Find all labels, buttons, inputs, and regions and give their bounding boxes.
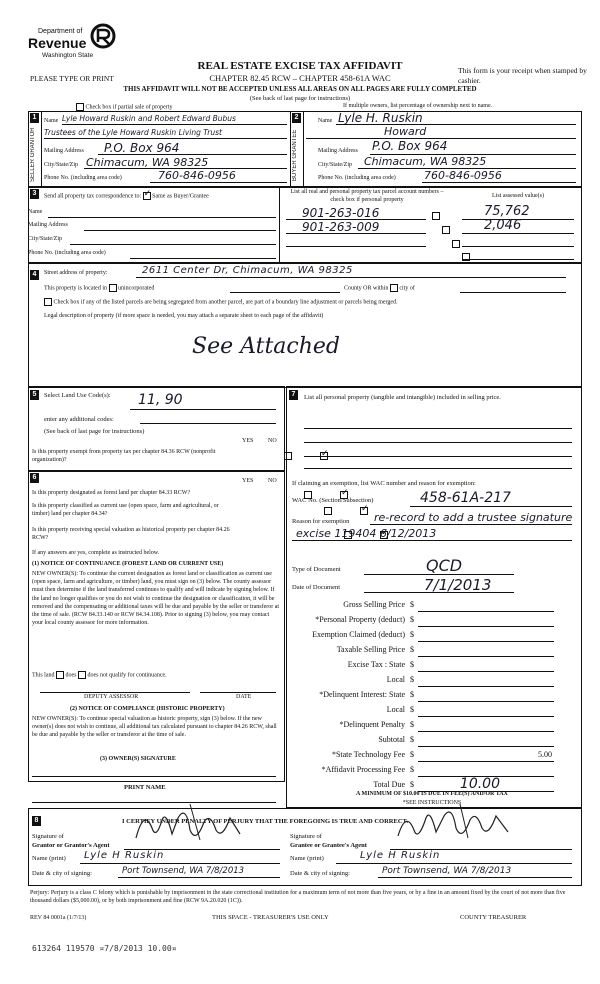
doc-type-line [364,574,514,575]
county-or-row [344,284,415,292]
fee-row [290,735,560,749]
street-label: Street address of property: [44,270,108,276]
reason-value2[interactable]: excise 119404 6/12/2013 [296,527,437,540]
reason-value[interactable]: re-record to add a trustee signature [374,511,573,524]
fee-dollar-sign: $ [410,615,414,624]
notice2-text: NEW OWNER(S): To continue special valuation as historic property, sign (3) below. If the new owner(s) does not wish to continue, all additional tax calculated pursuant to chapter 84.26 RCW, shall be due and payable by the seller or transferor at the time of sale. [32,716,277,739]
seller-name-value2[interactable]: Trustees of the Lyle Howard Ruskin Living Trust [44,128,222,137]
buyer-side-label: BUYER GRANTEE [292,129,298,181]
fee-input-line[interactable] [418,615,554,627]
fee-row [290,615,560,629]
deputy-date-label: DATE [236,694,252,700]
wac-value[interactable]: 458-61A-217 [420,490,511,506]
seller-mailing-value[interactable]: P.O. Box 964 [104,141,180,155]
grantee-sig-label [290,832,367,850]
current-use-question: Is this property classified as current use (open space, farm and agricultural, or timber) land per chapter 84.34? [32,503,219,517]
parcel-3-personal-checkbox[interactable] [452,240,460,248]
perjury-notice [30,889,578,905]
minimum-due: A MINIMUM OF $10.00 IS DUE IN FEE(S) AND/OR TAX [356,791,508,797]
s3-mailing-label: Mailing Address [28,222,68,228]
seller-name-value[interactable]: Lyle Howard Ruskin and Robert Edward Bubus [62,114,236,123]
grantor-signature[interactable] [130,800,260,846]
unincorporated-checkbox[interactable] [109,284,117,292]
grantor-date-value[interactable]: Port Townsend, WA 7/8/2013 [122,866,245,876]
located-row [44,284,154,292]
personal-line-1 [304,428,572,429]
buyer-name-value[interactable]: Lyle H. Ruskin [338,111,423,125]
reason-line2 [292,540,572,541]
partial-sale-row [76,103,172,111]
city-line [460,292,566,293]
county-line [230,292,340,293]
personal-line-2 [304,442,572,443]
grantor-date-line [118,877,280,878]
s6-no: NO [268,478,277,484]
form-title: REAL ESTATE EXCISE TAX AFFIDAVIT [197,60,403,72]
fee-dollar-sign: $ [410,675,414,684]
fee-label: *Delinquent Interest: State [319,690,405,699]
seller-name-line2 [44,138,287,139]
section-7-number: 7 [289,390,298,400]
s3-city-line [70,244,276,245]
grantee-date-line [378,877,572,878]
please-type: PLEASE TYPE OR PRINT [30,74,114,83]
fee-row [290,600,560,614]
seller-phone-value[interactable]: 760-846-0956 [158,169,236,182]
deputy-line [40,692,190,693]
section-6-number: 6 [30,473,39,483]
fee-input-line[interactable] [418,675,554,687]
fee-input-line[interactable] [418,735,554,747]
s5-no: NO [268,438,277,444]
grantee-date-label: Date & city of signing: [290,870,350,877]
fee-row [290,660,560,674]
fee-label: *Delinquent Penalty [339,720,405,729]
partial-sale-checkbox[interactable] [76,103,84,111]
grantee-sig-label-2: Grantee or Grantee's Agent [290,842,367,849]
fee-row [290,705,560,719]
parcel-2-line [286,233,426,234]
section-8-number: 8 [32,816,41,826]
grantee-signature[interactable] [390,800,520,846]
this-land-label: This land [32,672,55,679]
fee-dollar-sign: $ [410,765,414,774]
fee-input-line[interactable] [418,645,554,657]
seller-mailing-line [98,154,287,155]
does-not-label: does not [87,672,108,679]
grantor-sig-label-1: Signature of [32,833,64,840]
county-or-label: County OR within [344,285,389,292]
s3-phone-label: Phone No. (including area code) [28,250,106,256]
cashier-stamp: 613264 119570 ¤7/8/2013 10.00¤ [32,944,177,953]
section-3-number: 3 [30,189,39,199]
legal-label: Legal description of property (if more space is needed, you may attach a separate sheet to each page of the affidavit) [44,313,324,319]
doc-type-label: Type of Document [292,566,341,573]
doc-date-value[interactable]: 7/1/2013 [424,576,492,594]
fee-input-line[interactable] [418,750,554,762]
fee-input-line[interactable] [418,690,554,702]
unincorporated-label: unincorporated [118,285,155,292]
s5-yes: YES [242,438,254,444]
doc-date-line [364,592,514,593]
section-5-number: 5 [30,390,39,400]
print-name-label: PRINT NAME [124,784,166,791]
fee-input-line[interactable] [418,660,554,672]
seller-name-line [62,124,287,125]
street-value[interactable]: 2611 Center Dr, Chimacum, WA 98325 [142,265,353,276]
fee-label: Gross Selling Price [343,600,405,609]
fee-value[interactable]: 10.00 [459,776,500,792]
additional-codes-label: enter any additional codes: [44,416,114,423]
seller-side-label: SELLER GRANTOR [30,127,36,183]
seller-mailing-label: Mailing Address [44,148,84,154]
multiple-owners-note: If multiple owners, list percentage of ownership next to name. [343,103,493,109]
fee-row [290,630,560,644]
land-use-line [130,409,276,410]
grantor-name-value[interactable]: Lyle H Ruskin [84,850,165,861]
assessed-2[interactable]: 2,046 [484,218,522,233]
perjury-text: Perjury: Perjury is a class C felony which is punishable by imprisonment in the state correctional institution for a maximum term of not more than five years, or by a fine in an amount fixed by the court of not more than five thousand dollars ($5,000.00), or by both imprisonment and fine (RCW 9A.20.020 (1C)). [30,890,566,904]
fee-row [290,690,560,704]
personal-line-3 [304,456,572,457]
fee-label: Local [386,705,405,714]
fee-dollar-sign: $ [410,780,414,789]
send-correspondence-row [44,192,209,200]
grantee-sig-label-1: Signature of [290,833,322,840]
parcel-1-personal-checkbox[interactable] [432,212,440,220]
seller-phone-line [150,182,287,183]
fee-input-line[interactable] [418,720,554,732]
fee-dollar-sign: $ [410,690,414,699]
does-checkbox[interactable] [56,671,64,679]
segregated-checkbox[interactable] [44,298,52,306]
doc-date-label: Date of Document [292,584,341,591]
fee-label: Taxable Selling Price [336,645,405,654]
partial-sale-label: Check box if partial sale of property [85,104,173,111]
wac-label: WAC No. (Section/Subsection) [292,497,374,504]
city-of-label: city of [399,285,415,292]
fee-row [290,750,560,764]
fee-label: Total Due [373,780,405,789]
deputy-date-line [200,692,276,693]
section-4-number: 4 [30,270,39,280]
fee-input-line[interactable] [418,600,554,612]
agency-line1: Department of [38,28,83,35]
s3-phone-line [130,258,276,259]
dor-logo-icon [90,22,116,50]
if-any-note: If any answers are yes, complete as instructed below. [32,550,160,556]
buyer-side-border [303,111,304,186]
agency-name: Revenue [28,35,87,51]
seller-city-value[interactable]: Chimacum, WA 98325 [86,156,209,169]
fee-label: Exemption Claimed (deduct) [312,630,405,639]
notice1-title: (1) NOTICE OF CONTINUANCE (FOREST LAND OR CURRENT USE) [32,561,224,567]
agency-line3: Washington State [42,52,94,59]
section-2-number: 2 [292,113,301,123]
rev-number: REV 84 0001a (1/7/13) [30,915,87,921]
fee-label: *State Technology Fee [331,750,405,759]
parcel-3-line [286,246,426,247]
grantee-name-label: Name (print) [290,855,324,862]
fee-row [290,675,560,689]
s3-name-line [48,217,276,218]
fee-label: *Personal Property (deduct) [315,615,405,624]
buyer-name-value2[interactable]: Howard [384,125,427,138]
qualify-label: qualify for continuance. [109,672,167,679]
does-label: does [65,672,77,679]
grantee-name-value[interactable]: Lyle H Ruskin [360,850,441,861]
fee-dollar-sign: $ [410,750,414,759]
personal-property-label: List all personal property (tangible and intangible) included in selling price. [304,394,501,401]
buyer-name-line [336,124,576,125]
personal-line-4 [304,468,572,469]
seller-city-label: City/State/Zip [44,162,78,168]
fee-row [290,720,560,734]
dor-logo [28,22,120,66]
certify-text: I CERTIFY UNDER PENALTY OF PERJURY THAT THE FOREGOING IS TRUE AND CORRECT. [122,818,409,825]
same-as-buyer-checkbox[interactable] [143,192,151,200]
same-as-buyer-label: Same as Buyer/Grantee [152,193,209,200]
fee-row [290,645,560,659]
s5-see-back: (See back of last page for instructions) [44,428,145,435]
exempt-question: Is this property exempt from property tax per chapter 84.36 RCW (nonprofit organization)? [32,449,216,463]
section-divider-1-2 [290,111,291,186]
grantor-name-label: Name (print) [32,855,66,862]
located-label: This property is located in [44,285,107,292]
fee-dollar-sign: $ [410,720,414,729]
buyer-phone-value[interactable]: 760-846-0956 [424,169,502,182]
buyer-name-label: Name [318,118,333,124]
section-4-block [28,262,582,388]
parcel-2[interactable]: 901-263-009 [302,220,380,234]
reason-label: Reason for exemption [292,518,350,525]
buyer-phone-label: Phone No. (including area code) [318,175,396,181]
fee-label: Subtotal [378,735,405,744]
buyer-mailing-value[interactable]: P.O. Box 964 [372,139,448,153]
fee-dollar-sign: $ [410,735,414,744]
county-treasurer: COUNTY TREASURER [460,914,527,921]
city-of-checkbox[interactable] [390,284,398,292]
land-use-value[interactable]: 11, 90 [138,392,183,408]
fee-dollar-sign: $ [410,600,414,609]
owner-sig-label: (3) OWNER(S) SIGNATURE [100,756,176,762]
this-land-row [32,671,167,679]
grantor-sig-label-2: Grantor or Grantor's Agent [32,842,110,849]
segregated-row [44,298,398,306]
wac-line [410,506,572,507]
fee-dollar-sign: $ [410,705,414,714]
s3-mailing-line [84,230,276,231]
parcel-2-personal-checkbox[interactable] [442,226,450,234]
grantee-date-value[interactable]: Port Townsend, WA 7/8/2013 [382,866,512,876]
buyer-mailing-label: Mailing Address [318,148,358,154]
doc-type-value[interactable]: QCD [426,556,463,575]
legal-value[interactable]: See Attached [192,334,340,359]
fee-dollar-sign: $ [410,630,414,639]
form-warning: THIS AFFIDAVIT WILL NOT BE ACCEPTED UNLESS ALL AREAS ON ALL PAGES ARE FULLY COMPLETED [123,85,477,93]
grantor-date-label: Date & city of signing: [32,870,92,877]
parcel-header: List all real and personal property tax parcel account numbers – check box if personal property [290,189,444,203]
assessed-1[interactable]: 75,762 [484,204,530,219]
owner-sig-line [32,776,276,777]
grantor-sig-label [32,832,110,850]
assessed-header: List assessed value(s) [492,193,544,199]
receipt-note: This form is your receipt when stamped by cashier. [458,66,587,85]
form-chapter: CHAPTER 82.45 RCW – CHAPTER 458-61A WAC [209,73,391,83]
additional-codes-line [140,423,276,424]
fee-label: *Affidavit Processing Fee [321,765,405,774]
deputy-label: DEPUTY ASSESSOR [84,694,139,700]
fee-value[interactable]: 5.00 [538,750,552,759]
fee-input-line[interactable] [418,630,554,642]
grantor-name-line [80,863,280,864]
s3-city-label: City/State/Zip [28,236,62,242]
fee-dollar-sign: $ [410,660,414,669]
section-1-number: 1 [30,113,39,123]
see-instructions: *SEE INSTRUCTIONS [402,800,462,806]
land-use-label: Select Land Use Code(s): [44,392,111,399]
seller-side-border [41,111,42,186]
fee-label: Local [386,675,405,684]
parcel-1[interactable]: 901-263-016 [302,206,380,220]
forest-question: Is this property designated as forest land per chapter 84.33 RCW? [32,490,191,496]
assessed-4-line [462,259,574,260]
seller-name-label: Name [44,118,59,124]
fee-dollar-sign: $ [410,645,414,654]
does-not-checkbox[interactable] [78,671,86,679]
street-line [136,277,566,278]
exemption-label: If claiming an exemption, list WAC number and reason for exemption: [292,480,476,487]
s3-name-label: Name [28,209,43,215]
notice2-title: (2) NOTICE OF COMPLIANCE (HISTORIC PROPERTY) [70,706,225,712]
assessed-3-line [462,246,574,247]
fee-row [290,765,560,779]
historic-question: Is this property receiving special valuation as historical property per chapter 84.26 RCW? [32,527,230,541]
segregated-label: Check box if any of the listed parcels are being segregated from another parcel, are part of a boundary line adjustment or parcels being merged. [53,299,398,306]
reason-line [370,524,572,525]
fee-label: Excise Tax : State [347,660,405,669]
fee-input-line[interactable] [418,705,554,717]
grantee-name-line [336,863,572,864]
buyer-phone-line [422,182,576,183]
treasurer-only: THIS SPACE - TREASURER'S USE ONLY [212,914,329,921]
send-correspondence-label: Send all property tax correspondence to: [44,193,142,200]
seller-phone-label: Phone No. (including area code) [44,175,122,181]
buyer-city-value[interactable]: Chimacum, WA 98325 [364,155,487,168]
buyer-city-label: City/State/Zip [318,162,352,168]
assessed-2-line [462,233,574,234]
s6-yes: YES [242,478,254,484]
notice1-text: NEW OWNER(S): To continue the current designation as forest land or classification as current use (open space, farm and agriculture, or timber) land, you must sign on (3) below. The county assessor must then determine if the land transferred continues to qualify and will indicate by signing below. If the land no longer qualifies or you do not wish to continue the designation or classification, it will be removed and the compensating or additional taxes will be due and payable by the seller or transferor at the time of sale. (RCW 84.33.140 or RCW 84.34.108). Prior to signing (3) below, you may contact your local county assessor for more information. [32,571,280,627]
s3-divider [279,186,280,262]
form-see-back: (See back of last page for instructions) [249,95,351,102]
